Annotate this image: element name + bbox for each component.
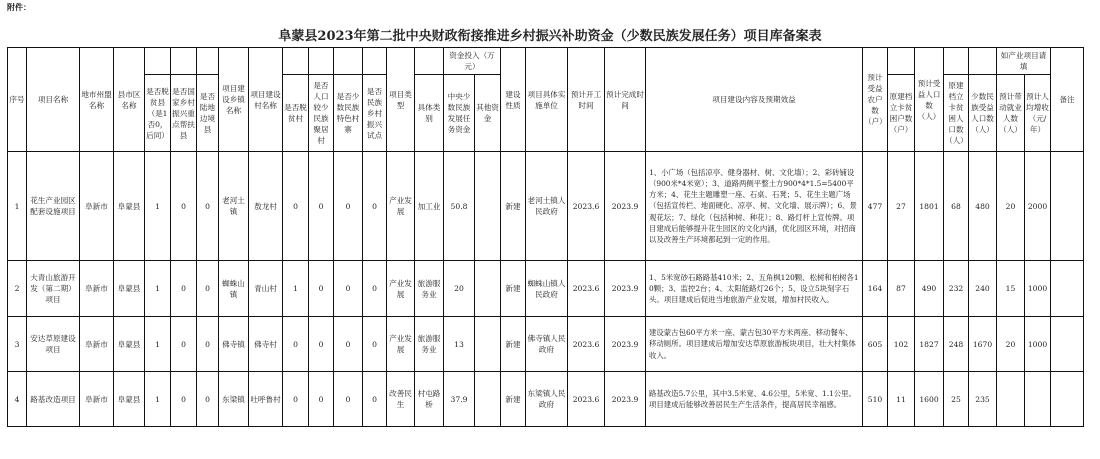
cell-is-feature-village: 0	[334, 317, 363, 372]
header-blank	[171, 48, 197, 75]
cell-central-funds: 50.8	[444, 152, 475, 261]
cell-population: 1801	[915, 152, 944, 261]
cell-poor-population: 25	[944, 372, 969, 427]
cell-jobs: 20	[997, 317, 1025, 372]
cell-population: 1827	[915, 317, 944, 372]
header-is-poor-county: 是否脱贫县（是1否0，后同）	[145, 75, 171, 152]
cell-project-type: 改善民生	[387, 372, 415, 427]
cell-households: 510	[863, 372, 888, 427]
cell-is-border-county: 0	[197, 152, 219, 261]
cell-project-name: 大青山旅游开发（第二期）项目	[27, 261, 80, 317]
header-row-1	[8, 48, 1084, 75]
cell-population: 490	[915, 261, 944, 317]
table-row	[8, 317, 1084, 372]
cell-unit: 东梁镇人民政府	[526, 372, 568, 427]
header-blank	[888, 48, 915, 75]
header-blank	[145, 48, 171, 75]
header-project-name: 项目名称	[27, 48, 80, 152]
header-is-poor-village: 是否脱贫村	[283, 75, 309, 152]
cell-is-poor-village: 0	[283, 372, 309, 427]
header-is-feature-village: 是否少数民族特色村寨	[334, 75, 363, 152]
cell-is-border-county: 0	[197, 317, 219, 372]
cell-town: 老河土镇	[219, 152, 249, 261]
cell-seq: 1	[8, 152, 27, 261]
header-income: 预计人均增收（元/年）	[1025, 75, 1051, 152]
cell-county: 阜蒙县	[114, 317, 145, 372]
cell-finish: 2023.9	[605, 372, 646, 427]
cell-central-funds: 37.9	[444, 372, 475, 427]
cell-households: 605	[863, 317, 888, 372]
cell-other-funds	[475, 372, 501, 427]
header-blank	[415, 48, 444, 75]
cell-households: 164	[863, 261, 888, 317]
cell-category: 旅游服务业	[415, 261, 444, 317]
header-funding-group: 资金投入（万元）	[444, 48, 501, 75]
header-blank	[969, 48, 997, 75]
cell-county: 阜蒙县	[114, 152, 145, 261]
cell-poor-households: 87	[888, 261, 915, 317]
header-is-border-county: 是否陆地边境县	[197, 75, 219, 152]
cell-is-key-county: 0	[171, 152, 197, 261]
header-poor-households: 原建档立卡贫困户数（户）	[888, 75, 915, 152]
cell-poor-population: 68	[944, 152, 969, 261]
header-is-minority-village: 是否人口较少民族聚居村	[309, 75, 334, 152]
cell-minority-population: 240	[969, 261, 997, 317]
cell-jobs: 20	[997, 152, 1025, 261]
cell-jobs: 15	[997, 261, 1025, 317]
header-blank	[309, 48, 334, 75]
header-poor-population: 原建档立卡贫困人口数（人）	[944, 75, 969, 152]
header-jobs: 预计带动就业人数（人）	[997, 75, 1025, 152]
header-population: 预计受益人口数（人）	[915, 48, 944, 152]
cell-content: 路基改造5.7公里，其中3.5米宽、4.6公里，5米宽、1.1公里。项目建成后能够改善居民生产生活条件，提高居民幸福感。	[646, 372, 863, 427]
cell-remarks	[1051, 261, 1084, 317]
cell-poor-households: 102	[888, 317, 915, 372]
cell-income	[1025, 372, 1051, 427]
cell-is-border-county: 0	[197, 261, 219, 317]
cell-seq: 3	[8, 317, 27, 372]
cell-project-name: 路基改造项目	[27, 372, 80, 427]
table-row	[8, 261, 1084, 317]
cell-content: 1、小广场（包括凉亭、健身器材、树、文化墙）；2、彩砖铺设（900米*4米宽）；3、道路两侧平整土方900*4*1.5=5400平方米；4、花生主题雕塑一座、石桌、石凳；5、花生主题广场（包括宣传栏、地面硬化、凉亭、树、文化墙、展示牌）；6、景观花坛；7、绿化（包括种树、种花）；8、路灯杆上宣传牌。项目建成后能够提升花生园区的文化内涵，优化园区环境，对招商以及改善生产环境都起到一定的作用。	[646, 152, 863, 261]
cell-is-minority-village: 0	[309, 152, 334, 261]
cell-city: 阜新市	[80, 261, 114, 317]
document-title: 阜蒙县2023年第二批中央财政衔接推进乡村振兴补助资金（少数民族发展任务）项目库备案表	[278, 29, 822, 44]
header-finish: 预计完成时间	[605, 48, 646, 152]
table-row	[8, 152, 1084, 261]
header-remarks: 备注	[1051, 48, 1084, 152]
cell-content: 建设蒙古包60平方米一座、蒙古包30平方米两座、移动餐车、移动厕所。项目建成后增加安达草原旅游板块项目，壮大村集体收入。	[646, 317, 863, 372]
cell-poor-population: 248	[944, 317, 969, 372]
cell-is-pilot: 0	[363, 317, 387, 372]
cell-city: 阜新市	[80, 152, 114, 261]
cell-nature: 新建	[501, 261, 526, 317]
cell-project-name: 花生产业园区配套设施项目	[27, 152, 80, 261]
header-blank	[944, 48, 969, 75]
cell-is-poor-county: 1	[145, 372, 171, 427]
cell-is-poor-village: 1	[283, 261, 309, 317]
cell-is-minority-village: 0	[309, 261, 334, 317]
cell-category: 加工业	[415, 152, 444, 261]
header-blank	[283, 48, 309, 75]
cell-central-funds: 20	[444, 261, 475, 317]
table-row	[8, 372, 1084, 427]
header-nature: 建设性质	[501, 48, 526, 152]
header-is-pilot: 是否民族乡村振兴试点	[363, 75, 387, 152]
cell-finish: 2023.9	[605, 152, 646, 261]
cell-other-funds	[475, 152, 501, 261]
cell-jobs	[997, 372, 1025, 427]
cell-village: 佛寺村	[249, 317, 283, 372]
cell-unit: 蜘蛛山镇人民政府	[526, 261, 568, 317]
cell-finish: 2023.9	[605, 317, 646, 372]
cell-start: 2023.6	[568, 372, 605, 427]
header-content: 项目建设内容及预期效益	[646, 48, 863, 152]
cell-minority-population: 235	[969, 372, 997, 427]
header-is-key-county: 是否国家乡村振兴重点帮扶县	[171, 75, 197, 152]
cell-minority-population: 480	[969, 152, 997, 261]
cell-remarks	[1051, 152, 1084, 261]
cell-town: 东梁镇	[219, 372, 249, 427]
cell-city: 阜新市	[80, 372, 114, 427]
header-households: 预计受益农户数（户）	[863, 48, 888, 152]
cell-seq: 4	[8, 372, 27, 427]
cell-unit: 佛寺镇人民政府	[526, 317, 568, 372]
header-other-funds: 其他资金	[475, 75, 501, 152]
cell-income: 1000	[1025, 261, 1051, 317]
cell-poor-population: 232	[944, 261, 969, 317]
cell-start: 2023.6	[568, 261, 605, 317]
cell-is-key-county: 0	[171, 372, 197, 427]
cell-is-poor-county: 1	[145, 152, 171, 261]
cell-remarks	[1051, 317, 1084, 372]
header-town: 项目建设乡镇名称	[219, 48, 249, 152]
cell-is-poor-village: 0	[283, 317, 309, 372]
cell-nature: 新建	[501, 317, 526, 372]
cell-project-type: 产业发展	[387, 152, 415, 261]
header-village: 项目建设村名称	[249, 48, 283, 152]
cell-content: 1、5米宽砂石路路基410米；2、五角枫120颗、松树和柏树各10颗；3、监控2台；4、太阳能路灯26个；5、设立5块刻字石头。项目建成后促进当地旅游产业发展，增加村民收入。	[646, 261, 863, 317]
cell-nature: 新建	[501, 372, 526, 427]
cell-project-name: 安达草原建设项目	[27, 317, 80, 372]
header-seq: 序号	[8, 48, 27, 152]
cell-city: 阜新市	[80, 317, 114, 372]
cell-population: 1600	[915, 372, 944, 427]
cell-seq: 2	[8, 261, 27, 317]
cell-start: 2023.6	[568, 152, 605, 261]
cell-is-key-county: 0	[171, 317, 197, 372]
cell-town: 佛寺镇	[219, 317, 249, 372]
cell-income: 2000	[1025, 152, 1051, 261]
cell-is-pilot: 0	[363, 372, 387, 427]
cell-county: 阜蒙县	[114, 261, 145, 317]
cell-income: 1000	[1025, 317, 1051, 372]
header-city: 地市州盟名称	[80, 48, 114, 152]
cell-unit: 老河土镇人民政府	[526, 152, 568, 261]
cell-village: 青山村	[249, 261, 283, 317]
cell-category: 旅游服务业	[415, 317, 444, 372]
header-blank	[334, 48, 363, 75]
cell-other-funds	[475, 261, 501, 317]
cell-county: 阜蒙县	[114, 372, 145, 427]
header-blank	[363, 48, 387, 75]
header-blank	[197, 48, 219, 75]
cell-nature: 新建	[501, 152, 526, 261]
cell-village: 吐呼鲁村	[249, 372, 283, 427]
cell-is-border-county: 0	[197, 372, 219, 427]
header-county: 县市区名称	[114, 48, 145, 152]
header-category: 具体类别	[415, 75, 444, 152]
cell-is-feature-village: 0	[334, 261, 363, 317]
cell-central-funds: 13	[444, 317, 475, 372]
cell-is-feature-village: 0	[334, 152, 363, 261]
cell-remarks	[1051, 372, 1084, 427]
cell-is-pilot: 0	[363, 152, 387, 261]
header-industry-group: 如产业项目请填	[997, 48, 1051, 75]
cell-is-poor-county: 1	[145, 261, 171, 317]
cell-town: 蜘蛛山镇	[219, 261, 249, 317]
cell-other-funds	[475, 317, 501, 372]
cell-village: 敖龙村	[249, 152, 283, 261]
header-unit: 项目具体实施单位	[526, 48, 568, 152]
cell-is-poor-county: 1	[145, 317, 171, 372]
cell-project-type: 产业发展	[387, 317, 415, 372]
attachment-label: 附件：	[7, 3, 31, 12]
cell-is-feature-village: 0	[334, 372, 363, 427]
cell-minority-population: 1670	[969, 317, 997, 372]
project-registry-table	[7, 47, 1084, 427]
header-minority-population: 少数民族受益人口数（人）	[969, 75, 997, 152]
cell-poor-households: 27	[888, 152, 915, 261]
cell-is-poor-village: 0	[283, 152, 309, 261]
cell-is-pilot: 0	[363, 261, 387, 317]
cell-finish: 2023.9	[605, 261, 646, 317]
header-start: 预计开工时间	[568, 48, 605, 152]
cell-households: 477	[863, 152, 888, 261]
cell-is-key-county: 0	[171, 261, 197, 317]
cell-category: 村屯路桥	[415, 372, 444, 427]
cell-project-type: 产业发展	[387, 261, 415, 317]
cell-poor-households: 11	[888, 372, 915, 427]
header-central-funds: 中央少数民族发展任务资金	[444, 75, 475, 152]
cell-start: 2023.6	[568, 317, 605, 372]
header-project-type: 项目类型	[387, 48, 415, 152]
cell-is-minority-village: 0	[309, 317, 334, 372]
cell-is-minority-village: 0	[309, 372, 334, 427]
